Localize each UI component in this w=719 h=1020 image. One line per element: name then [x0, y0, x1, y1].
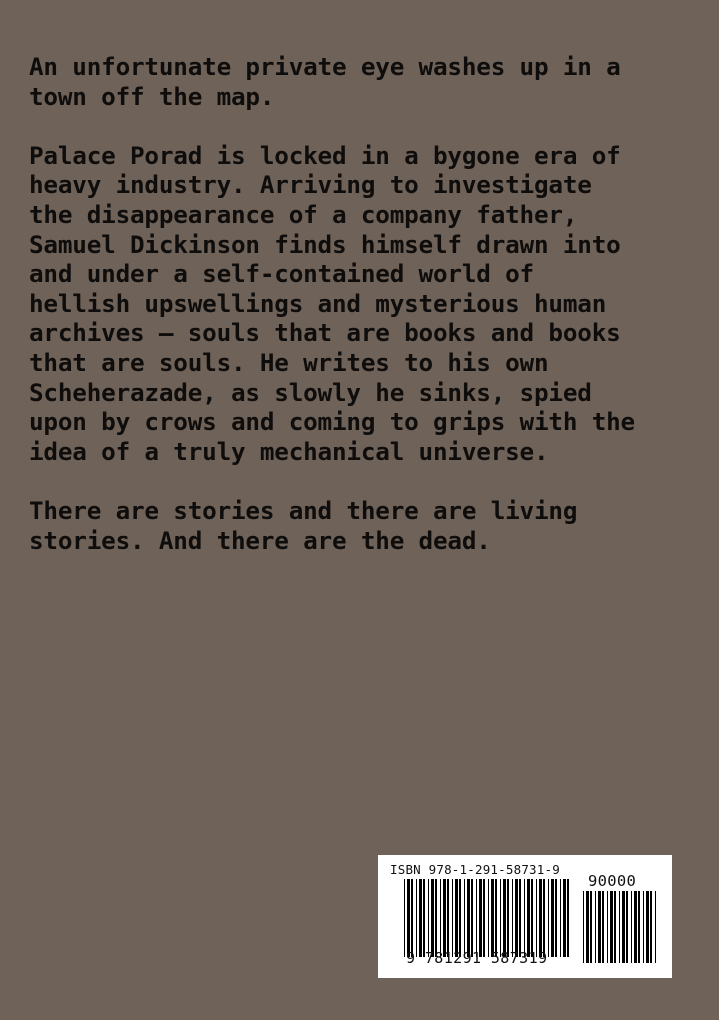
- barcode-bar: [619, 891, 620, 963]
- barcode-bar: [404, 879, 405, 957]
- back-cover-blurb: [29, 52, 689, 585]
- barcode-bar: [479, 879, 482, 957]
- barcode-bar: [543, 879, 545, 957]
- blurb-paragraph-2: Palace Porad is locked in a bygone era of heavy industry. Arriving to investigate the disappearance of a company father, Samuel Dickinson finds himself drawn into and under a self-contained world of hellish upswellings and mysterious human archives – souls that are books and books that are souls. He writes to his own Scheherazade, as slowly he sinks, spied upon by crows and coming to grips with the idea of a truly mechanical universe.: [29, 140, 635, 466]
- barcode-digits: 9 781291 587319: [406, 949, 548, 967]
- barcode-bar: [459, 879, 461, 957]
- barcode-bar: [423, 879, 425, 957]
- barcode-bar: [524, 879, 525, 957]
- blurb-paragraph-1: An unfortunate private eye washes up in a town off the map.: [29, 52, 621, 111]
- barcode-bar: [583, 891, 584, 963]
- barcode-bar: [539, 879, 542, 957]
- barcode-bar: [607, 891, 608, 963]
- price-code: 90000: [588, 872, 637, 890]
- barcode-bar: [643, 891, 644, 963]
- barcode-bar: [586, 891, 589, 963]
- barcode-bar: [435, 879, 437, 957]
- barcode-bar: [634, 891, 637, 963]
- barcode-bar: [419, 879, 422, 957]
- barcode-bar: [428, 879, 429, 957]
- barcode-bar: [443, 879, 446, 957]
- barcode-bar: [476, 879, 477, 957]
- barcode-bar: [548, 879, 549, 957]
- barcode-bar: [531, 879, 533, 957]
- barcode-bar: [610, 891, 613, 963]
- barcode-bar: [495, 879, 497, 957]
- barcode-bar: [431, 879, 434, 957]
- barcode-bar: [512, 879, 513, 957]
- barcode-bar: [626, 891, 628, 963]
- barcode-bar: [416, 879, 417, 957]
- barcode-bar: [491, 879, 494, 957]
- barcode-bar: [536, 879, 537, 957]
- barcode-bar: [440, 879, 441, 957]
- barcode-bar: [455, 879, 458, 957]
- barcode-bar: [655, 891, 656, 963]
- barcode-bar: [507, 879, 509, 957]
- isbn-label: ISBN 978-1-291-58731-9: [390, 862, 560, 877]
- barcode-bar: [560, 879, 561, 957]
- barcode-bar: [602, 891, 604, 963]
- barcode-bar: [563, 879, 566, 957]
- barcode-bar: [452, 879, 453, 957]
- barcode-bar: [598, 891, 601, 963]
- barcode-bar: [567, 879, 569, 957]
- barcode-bar: [488, 879, 489, 957]
- barcode-bar: [407, 879, 410, 957]
- barcode-bar: [519, 879, 521, 957]
- barcode-bar: [595, 891, 596, 963]
- barcode-bar: [551, 879, 554, 957]
- barcode-bar: [447, 879, 449, 957]
- barcode-bar: [650, 891, 652, 963]
- barcode-bar: [411, 879, 413, 957]
- barcode-bar: [515, 879, 518, 957]
- barcode-bar: [467, 879, 470, 957]
- barcode-bar: [590, 891, 592, 963]
- barcode-bar: [503, 879, 506, 957]
- blurb-paragraph-3: There are stories and there are living stories. And there are the dead.: [29, 495, 578, 555]
- barcode-bar: [471, 879, 473, 957]
- barcode-bar: [464, 879, 465, 957]
- isbn-barcode: [378, 855, 672, 978]
- barcode-bar: [527, 879, 530, 957]
- barcode-bar: [638, 891, 640, 963]
- barcode-bar: [631, 891, 632, 963]
- barcode-bar: [500, 879, 501, 957]
- barcode-bar: [483, 879, 485, 957]
- barcode-bar: [622, 891, 625, 963]
- barcode-bar: [646, 891, 649, 963]
- barcode-bar: [614, 891, 616, 963]
- barcode-bar: [555, 879, 557, 957]
